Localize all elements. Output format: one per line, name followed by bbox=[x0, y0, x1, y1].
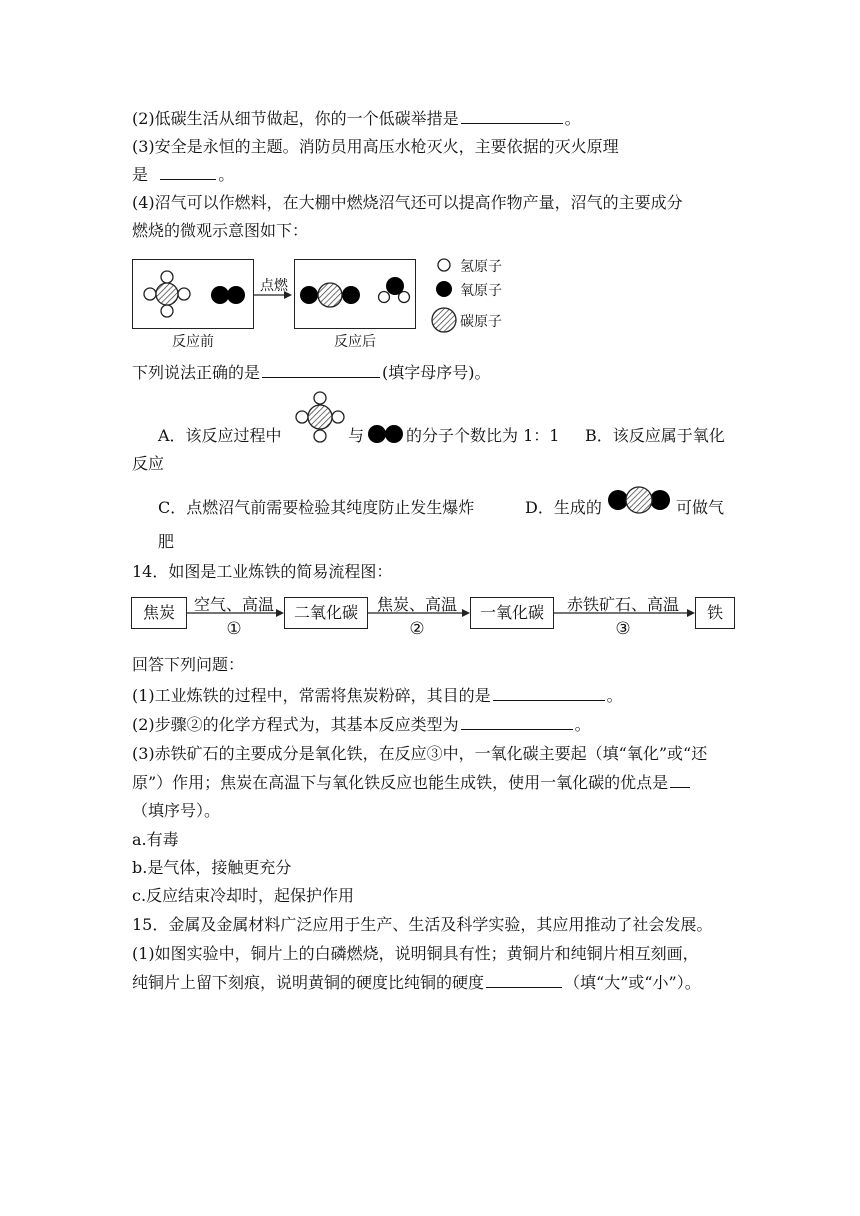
q15-title: 15．金属及金属材料广泛应用于生产、生活及科学实验，其应用推动了社会发展。 bbox=[132, 915, 713, 934]
q14-sub3-line3: （填序号）。 bbox=[132, 801, 221, 820]
answer-blank[interactable] bbox=[493, 684, 605, 701]
arrow-label: 点燃 bbox=[260, 278, 288, 294]
arrow2-condition: 焦炭、高温 bbox=[376, 595, 457, 614]
answer-blank[interactable] bbox=[670, 771, 690, 788]
q13-item3-line1: (3)安全是永恒的主题。消防员用高压水枪灭火，主要依据的灭火原理 bbox=[132, 137, 619, 156]
q13-item4-line2: 燃烧的微观示意图如下： bbox=[132, 221, 309, 240]
q13-question: 下列说法正确的是 (填字母序号)。 bbox=[132, 363, 491, 382]
q13-item3-line2: 是 。 bbox=[132, 165, 235, 184]
q14-sub3-line2: 原”）作用；焦炭在高温下与氧化铁反应也能生成铁，使用一氧化碳的优点是 bbox=[132, 771, 692, 794]
q14-choice-c: c.反应结束冷却时，起保护作用 bbox=[132, 886, 355, 905]
option-d-cont: 肥 bbox=[158, 532, 175, 551]
flow-box-coke: 焦炭 bbox=[131, 597, 187, 629]
option-d-pre: D．生成的 bbox=[525, 498, 602, 517]
flow-box-co: 一氧化碳 bbox=[470, 597, 554, 629]
option-a-post: 的分子个数比为 1：1 bbox=[406, 426, 560, 445]
q15-sub1-line2: 纯铜片上留下刻痕，说明黄铜的硬度比纯铜的硬度 （填“大”或“小”）。 bbox=[132, 973, 701, 992]
q13-item4-line1: (4)沼气可以作燃料，在大棚中燃烧沼气还可以提高作物产量，沼气的主要成分 bbox=[132, 193, 683, 212]
answer-blank[interactable] bbox=[486, 971, 562, 988]
before-label: 反应前 bbox=[172, 334, 214, 350]
flow-box-co2: 二氧化碳 bbox=[284, 597, 368, 629]
flow-box-iron: 铁 bbox=[695, 597, 735, 629]
q14-sub3-line1: (3)赤铁矿石的主要成分是氧化铁，在反应③中，一氧化碳主要起（填“氧化”或“还 bbox=[132, 744, 708, 763]
after-label: 反应后 bbox=[334, 334, 376, 350]
option-a-pre: A．该反应过程中 bbox=[158, 426, 282, 445]
q15-sub1-line1: (1)如图实验中，铜片上的白磷燃烧，说明铜具有性；黄铜片和纯铜片相互刻画， bbox=[132, 944, 699, 963]
arrow2-step: ② bbox=[409, 619, 425, 639]
legend-hydrogen-label: 氢原子 bbox=[460, 259, 502, 275]
option-a-mid: 与 bbox=[348, 426, 365, 445]
arrow1-step: ① bbox=[226, 619, 242, 639]
arrow3-step: ③ bbox=[615, 619, 631, 639]
q14-choice-a: a.有毒 bbox=[132, 830, 179, 849]
q14-intro: 回答下列问题： bbox=[132, 655, 245, 674]
q14-title: 14．如图是工业炼铁的简易流程图： bbox=[132, 562, 393, 581]
q13-item2: (2)低碳生活从细节做起，你的一个低碳举措是 。 bbox=[132, 109, 581, 128]
option-c: C．点燃沼气前需要检验其纯度防止发生爆炸 bbox=[158, 498, 475, 517]
option-b-cont: 反应 bbox=[132, 454, 165, 473]
option-d-post: 可做气 bbox=[676, 498, 725, 517]
legend-oxygen-label: 氧原子 bbox=[460, 283, 502, 299]
arrow1-condition: 空气、高温 bbox=[193, 595, 274, 614]
q14-choice-b: b.是气体，接触更充分 bbox=[132, 858, 292, 877]
option-b: B．该反应属于氧化 bbox=[585, 426, 725, 445]
arrow3-condition: 赤铁矿石、高温 bbox=[566, 595, 679, 614]
q14-sub1: (1)工业炼铁的过程中，常需将焦炭粉碎，其目的是 。 bbox=[132, 686, 623, 705]
legend-carbon-label: 碳原子 bbox=[460, 314, 502, 330]
q14-sub2: (2)步骤②的化学方程式为，其基本反应类型为 。 bbox=[132, 715, 591, 734]
answer-blank[interactable] bbox=[461, 713, 573, 730]
